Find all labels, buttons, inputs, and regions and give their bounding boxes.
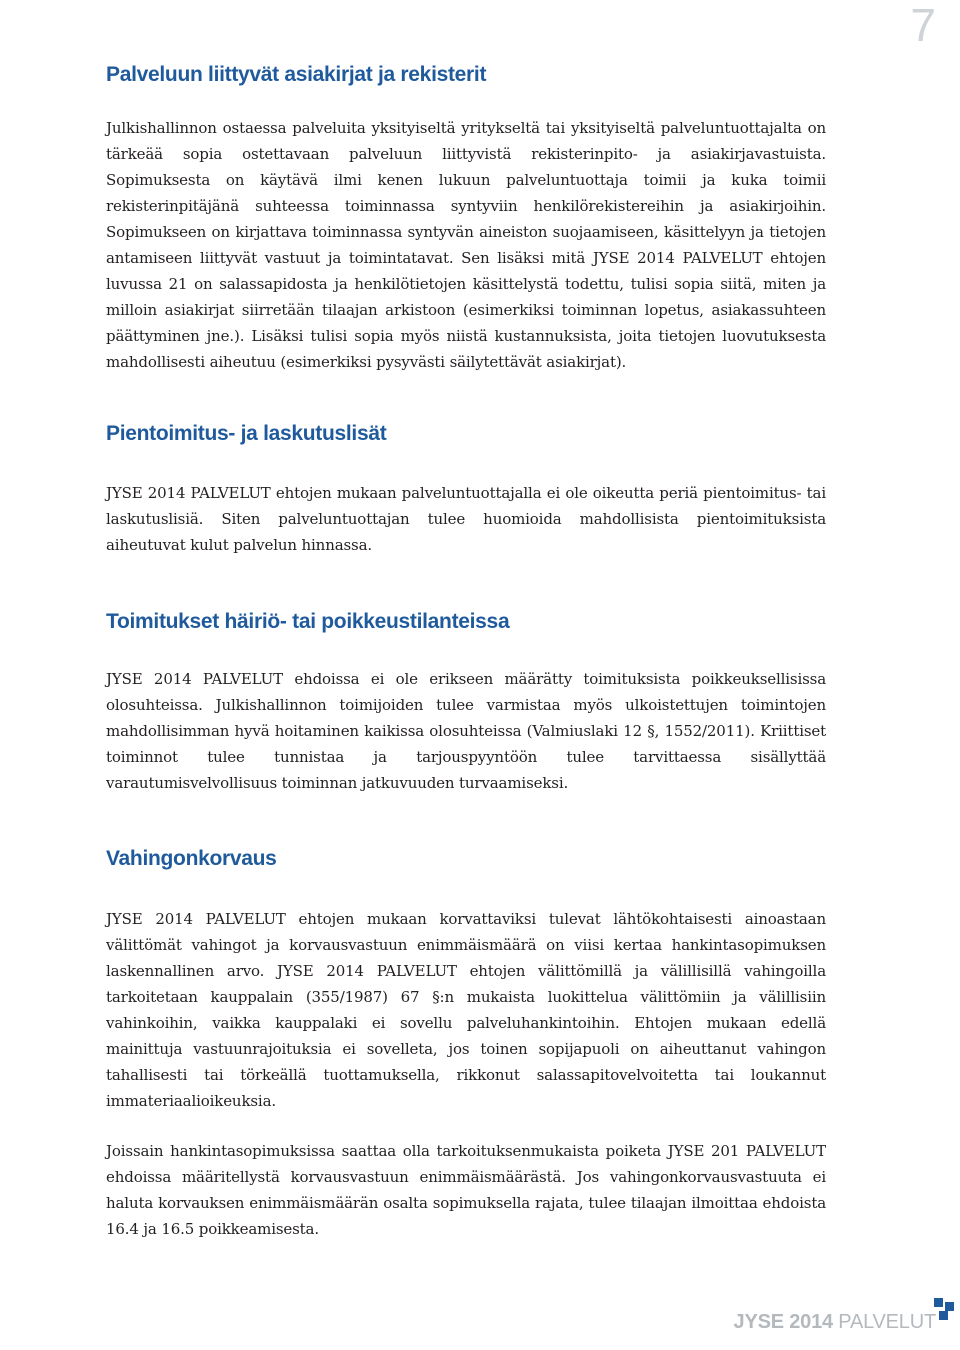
section-paragraph: JYSE 2014 PALVELUT ehtojen mukaan palveluntuottajalla ei ole oikeutta periä pientoimitus- tai laskutuslisiä. Siten palveluntuottajan tulee huomioida mahdollisista pientoimituksista aiheutuvat kulut palvelun hinnassa. xyxy=(106,484,826,554)
footer-brand-strong: JYSE 2014 xyxy=(733,1311,833,1333)
section-paragraph: Joissain hankintasopimuksissa saattaa olla tarkoituksenmukaista poiketa JYSE 201 PALVELUT ehdoissa määritellystä korvausvastuun enimmäismäärästä. Jos vahingonkorvausvastuuta ei haluta korvauksen enimmäismäärän osalta sopimuksella rajata, tulee tilaajan ilmoittaa ehdoista 16.4 ja 16.5 poikkeamisesta. xyxy=(106,1142,826,1238)
section-toimitukset xyxy=(106,609,826,796)
brand-squares-icon xyxy=(934,1298,954,1320)
section-heading: Pientoimitus- ja laskutuslisät xyxy=(106,422,387,445)
page-number: 7 xyxy=(910,0,936,51)
section-heading: Palveluun liittyvät asiakirjat ja rekisterit xyxy=(106,63,487,86)
document-body xyxy=(106,62,826,1242)
section-asiakirjat xyxy=(106,62,826,375)
section-heading: Vahingonkorvaus xyxy=(106,847,277,870)
section-heading: Toimitukset häiriö- tai poikkeustilanteissa xyxy=(106,610,510,633)
footer-brand xyxy=(734,1312,936,1332)
section-paragraph: JYSE 2014 PALVELUT ehtojen mukaan korvattaviksi tulevat lähtökohtaisesti ainoastaan välittömät vahingot ja korvausvastuun enimmäismäärä on viisi kertaa hankintasopimuksen laskennallinen arvo. JYSE 2014 PALVELUT ehtojen välittömillä ja välillisillä vahingoilla tarkoitetaan kauppalain (355/1987) 67 §:n mukaista luokittelua välittömiin ja välillisiin vahinkoihin, vaikka kauppalaki ei sovellu palveluhankintoihin. Ehtojen mukaan edellä mainittuja vastuunrajoituksia ei sovelleta, jos toinen sopijapuoli on aiheuttanut vahingon tahallisesti tai törkeällä tuottamuksella, rikkonut salassapitovelvoitetta tai loukannut immateriaalioikeuksia. xyxy=(106,910,826,1110)
footer-brand-light: PALVELUT xyxy=(838,1311,936,1333)
section-paragraph: JYSE 2014 PALVELUT ehdoissa ei ole erikseen määrätty toimituksista poikkeuksellisissa olosuhteissa. Julkishallinnon toimijoiden tulee varmistaa myös ulkoistettujen toimintojen mahdollisimman hyvä hoitaminen kaikissa olosuhteissa (Valmiuslaki 12 §, 1552/2011). Kriittiset toiminnot tulee tunnistaa ja tarjouspyyntöön tulee tarvittaessa sisällyttää varautumisvelvollisuus toiminnan jatkuvuuden turvaamiseksi. xyxy=(106,670,826,792)
section-vahingonkorvaus xyxy=(106,846,826,1242)
section-pientoimitus xyxy=(106,421,826,558)
section-paragraph: Julkishallinnon ostaessa palveluita yksityiseltä yritykseltä tai yksityiseltä palveluntuottajalta on tärkeää sopia ostettavaan palveluun liittyvistä rekisterinpito- ja asiakirjavastuista. Sopimuksesta on käytävä ilmi kenen lukuun palveluntuottaja toimii ja kuka toimii rekisterinpitäjänä suhteessa toiminnassa syntyviin henkilörekistereihin ja asiakirjoihin. Sopimukseen on kirjattava toiminnassa syntyvän aineiston suojaamiseen, käsittelyyn ja tietojen antamiseen liittyvät vastuut ja toimintatavat. Sen lisäksi mitä JYSE 2014 PALVELUT ehtojen luvussa 21 on salassapidosta ja henkilötietojen käsittelystä todettu, tulisi sopia siitä, miten ja milloin asiakirjat siirretään tilaajan arkistoon (esimerkiksi toiminnan lopetus, asiakassuhteen päättyminen jne.). Lisäksi tulisi sopia myös niistä kustannuksista, joita tietojen luovutuksesta mahdollisesti aiheutuu (esimerkiksi pysyvästi säilytettävät asiakirjat). xyxy=(106,119,826,371)
